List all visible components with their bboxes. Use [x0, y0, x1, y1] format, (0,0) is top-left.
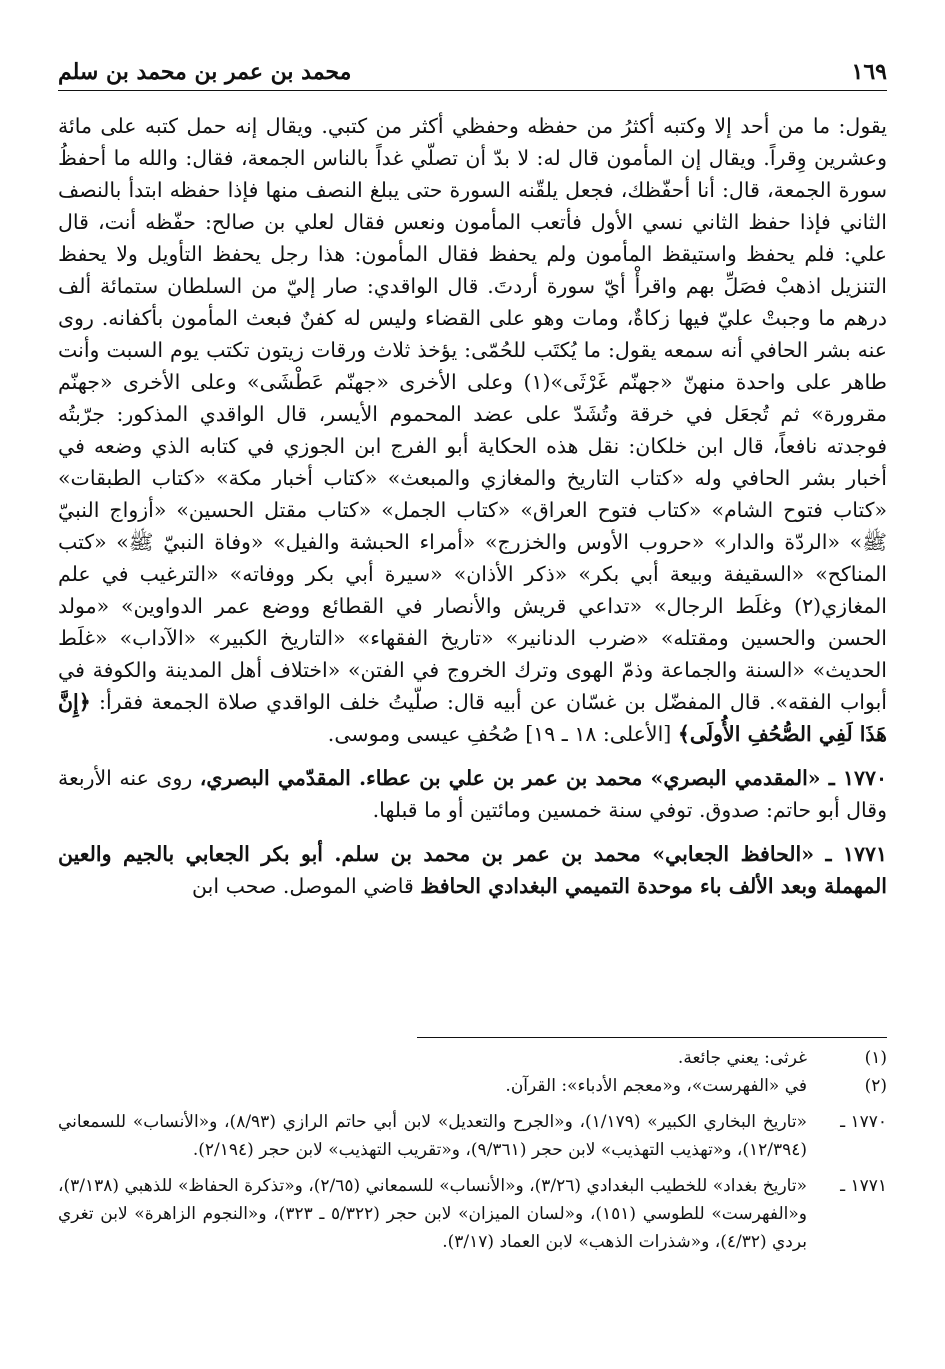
paragraph: [58, 110, 887, 750]
entry-heading: ١٧٧١ ـ «الحافظ الجعابي» محمد بن عمر بن محمد بن سلم. أبو بكر الجعابي بالجيم والعين المهملة وبعد الألف باء موحدة التميمي البغدادي الحافظ: [58, 842, 887, 898]
footnotes: [58, 1044, 887, 1256]
verse-reference: [الأعلى: ١٨ ـ ١٩] صُحُفِ عيسى وموسى.: [327, 722, 672, 746]
reference-number: ١٧٧٠ ـ: [840, 1112, 887, 1132]
reference-number: ١٧٧١ ـ: [840, 1176, 887, 1196]
reference-text: «تاريخ البخاري الكبير» (١/١٧٩)، و«الجرح والتعديل» لابن أبي حاتم الرازي (٨/٩٣)، و«الأنساب» للسمعاني (١٢/٣٩٤)، و«تهذيب التهذيب» لابن حجر (٩/٣٦١)، و«تقريب التهذيب» لابن حجر (٢/١٩٤).: [58, 1112, 807, 1160]
footnote-number: (١): [864, 1048, 887, 1068]
running-header: [58, 48, 887, 91]
reference-note: [58, 1108, 887, 1164]
footnote-number: (٢): [864, 1076, 887, 1096]
page-number: ١٦٩: [851, 59, 887, 85]
entry-heading: ١٧٧٠ ـ «المقدمي البصري» محمد بن عمر بن علي بن عطاء. المقدّمي البصري،: [199, 766, 887, 790]
footnote-separator: [417, 1037, 887, 1038]
entry-text: قاضي الموصل. صحب ابن: [192, 874, 414, 898]
footnote-text: غرثى: يعني جائعة.: [677, 1048, 807, 1068]
footnote-text: في «الفهرست»، و«معجم الأدباء»: القرآن.: [505, 1076, 807, 1096]
entry-text: روى عنه الأربعة وقال أبو حاتم: صدوق. توفي سنة خمسين ومائتين أو ما قبلها.: [58, 766, 887, 822]
reference-note: [58, 1172, 887, 1256]
footnote: [58, 1044, 887, 1072]
paragraph-text: يقول: ما من أحد إلا وكتبه أكثرُ من حفظه وحفظي أكثر من كتبي. ويقال إنه حمل كتبه على مائة وعشرين وِقراً. ويقال إن المأمون قال له: لا بدّ أن تصلّي غداً بالناس الجمعة، فقال: والله ما أحفظُ سورة الجمعة، قال: أنا أحفّظك، فجعل يلقّنه السورة حتى يبلغ النصف منها فإذا حفظه ابتدأ بالنصف الثاني فإذا حفظ الثاني نسي الأول فأتعب المأمون ونعس فقال لعلي بن صالح: حفّظه أنت، قال علي: فلم يحفظ واستيقظ المأمون ولم يحفظ فقال المأمون: هذا رجل يحفظ التأويل ولا يحفظ التنزيل اذهبْ فصَلِّ بهم واقرأْ أيّ سورة أردتَ. قال الواقدي: صار إليّ من السلطان ستمائة ألف درهم ما وجبتْ عليّ فيها زكاةٌ، ومات وهو على القضاء وليس له كفنٌ فبعث المأمون بأكفانه. روى عنه بشر الحافي أنه سمعه يقول: ما يُكتَب للحُمّى: يؤخذ ثلاث ورقات زيتون تكتب يوم السبت وأنت طاهر على واحدة منهنّ «جهنّم غَرْثَى»(١) وعلى الأخرى «جهنّم عَطْشَى» وعلى الأخرى «جهنّم مقرورة» ثم تُجعَل في خرقة وتُشَدّ على عضد المحموم الأيسر، قال الواقدي المذكور: جرّبتُه فوجدته نافعاً، قال ابن خلكان: نقل هذه الحكاية أبو الفرج ابن الجوزي في كتابه الذي وضعه في أخبار بشر الحافي وله «كتاب التاريخ والمغازي والمبعث» «كتاب أخبار مكة» «كتاب الطبقات» «كتاب فتوح الشام» «كتاب فتوح العراق» «كتاب الجمل» «كتاب مقتل الحسين» «أزواج النبيّ ﷺ» «الردّة والدار» «حروب الأوس والخزرج» «أمراء الحبشة والفيل» «وفاة النبيّ ﷺ» «كتب المناكح» «السقيفة وبيعة أبي بكر» «ذكر الأذان» «سيرة أبي بكر ووفاته» «الترغيب في علم المغازي(٢) وغلَط الرجال» «تداعي قريش والأنصار في القطائع ووضع عمر الدواوين» «مولد الحسن والحسين ومقتله» «ضرب الدنانير» «تاريخ الفقهاء» «التاريخ الكبير» «الآداب» «غلَط الحديث» «السنة والجماعة وذمّ الهوى وترك الخروج في الفتن» «اختلاف أهل المدينة والكوفة في أبواب الفقه». قال المفضّل بن غسّان عن أبيه قال: صلّيتُ خلف الواقدي صلاة الجمعة فقرأ:: [58, 114, 888, 714]
header-title: محمد بن عمر بن محمد بن سلم: [58, 59, 352, 85]
footnote: [58, 1072, 887, 1100]
reference-text: «تاريخ بغداد» للخطيب البغدادي (٣/٢٦)، و«الأنساب» للسمعاني (٢/٦٥)، و«تذكرة الحفاظ» للذهبي (٣/١٣٨)، و«الفهرست» للطوسي (١٥١)، و«لسان الميزان» لابن حجر (٥/٣٢٢ ـ ٣٢٣)، و«النجوم الزاهرة» لابن تغري بردي (٤/٣٢)، و«شذرات الذهب» لابن العماد (٣/١٧).: [58, 1176, 807, 1252]
biography-entry: [58, 762, 887, 826]
main-text: [58, 110, 887, 902]
quran-verse: ﴿إِنَّ هَذَا لَفِي الصُّحُفِ الأُولَى﴾: [58, 690, 887, 746]
biography-entry: [58, 838, 887, 902]
